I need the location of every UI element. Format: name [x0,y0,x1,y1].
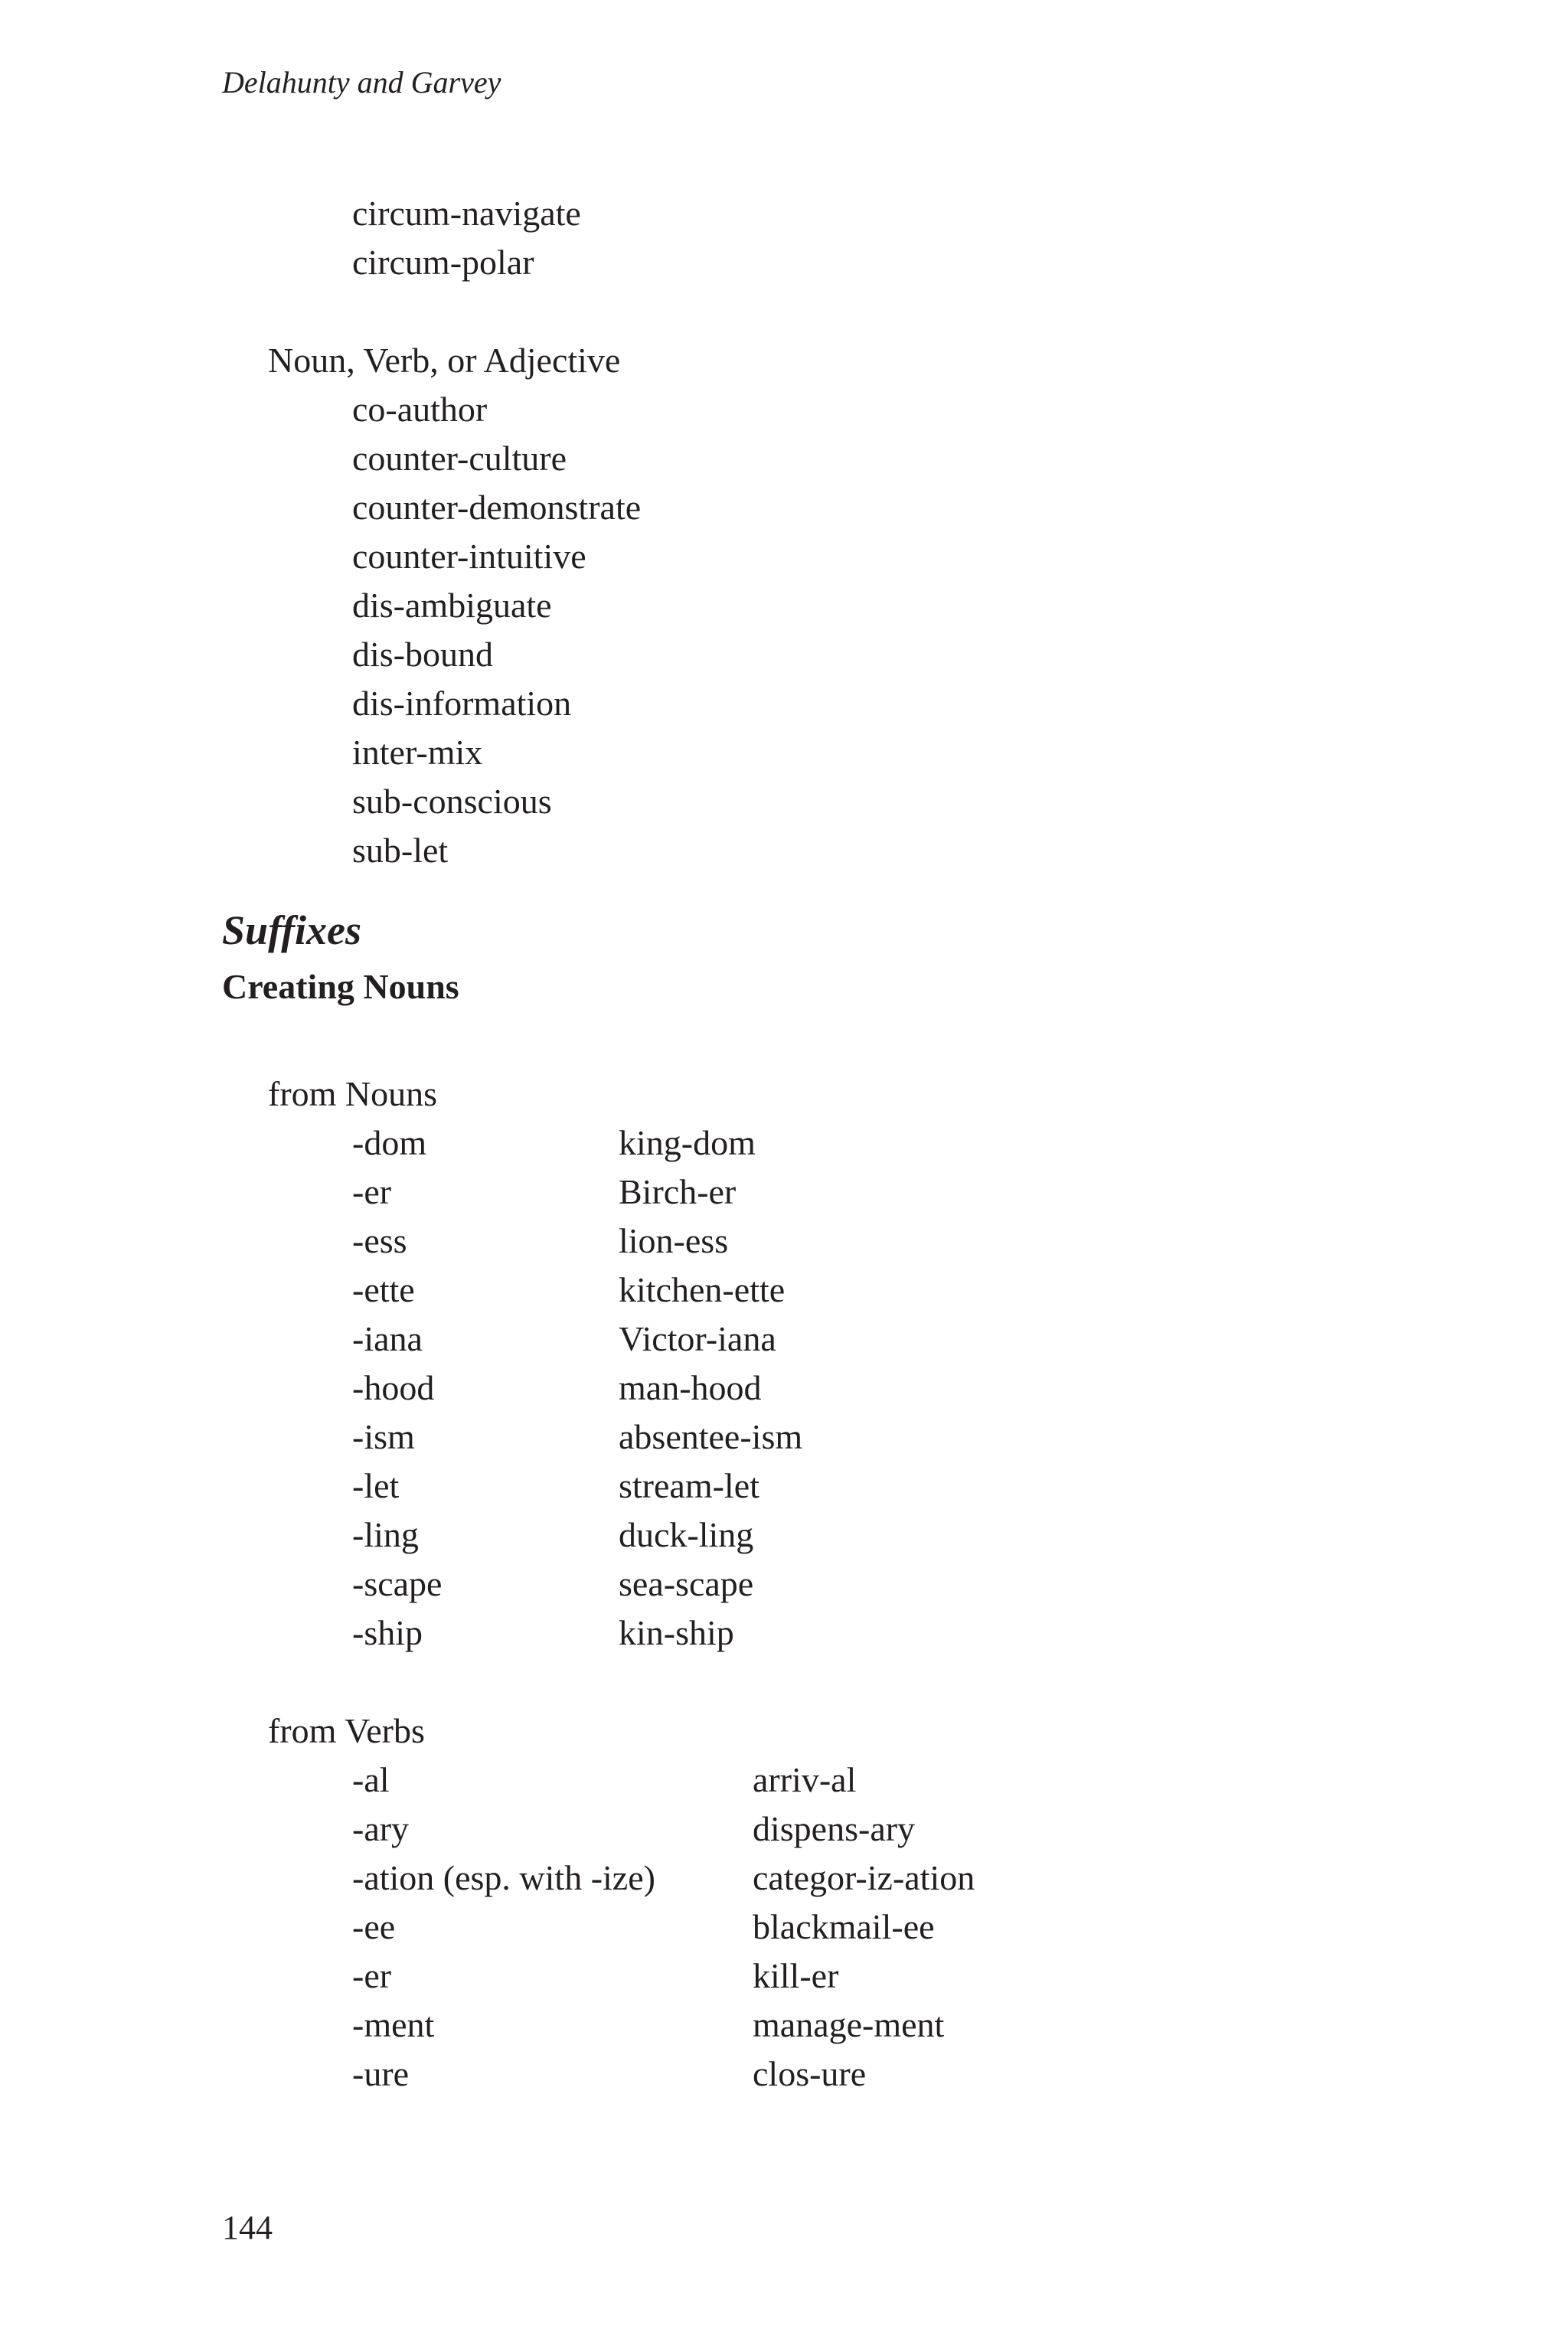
table-row [0,1952,1072,2000]
example-cell: kitchen-ette [619,1270,786,1309]
suffix-cell: -er [352,1172,392,1211]
table-row [0,1756,1072,1804]
table-row [0,1217,1072,1265]
example-cell: Victor-iana [619,1319,776,1358]
list-item: circum-polar [352,243,534,282]
example-cell: categor-iz-ation [753,1858,975,1897]
list-item: sub-let [352,831,449,870]
page-number: 144 [222,2209,273,2246]
section-title-suffixes: Suffixes [222,907,362,953]
example-cell: duck-ling [619,1515,754,1554]
list-item: inter-mix [352,733,483,772]
suffix-cell: -ette [352,1270,415,1309]
example-cell: lion-ess [619,1221,729,1260]
example-cell: arriv-al [753,1760,857,1799]
table-row [0,1854,1072,1902]
suffix-cell: -ment [352,2005,435,2044]
list-item: counter-demonstrate [352,488,642,527]
suffix-cell: -ee [352,1907,396,1946]
table-row [0,1560,1072,1608]
suffix-cell: -ship [352,1613,423,1652]
table-row [0,2001,1072,2049]
subsection-title-creating-nouns: Creating Nouns [222,967,459,1006]
example-cell: manage-ment [753,2005,945,2044]
table-row [0,1413,1072,1461]
list-item: dis-ambiguate [352,586,552,625]
suffix-cell: -ure [352,2054,410,2093]
example-cell: absentee-ism [619,1417,803,1456]
suffix-cell: -ess [352,1221,407,1260]
example-cell: man-hood [619,1368,762,1407]
suffix-cell: -al [352,1760,390,1799]
suffix-cell: -dom [352,1123,427,1162]
suffix-cell: -hood [352,1368,435,1407]
suffix-cell: -er [352,1956,392,1995]
table-row [0,1119,1072,1167]
suffix-cell: -iana [352,1319,423,1358]
table-row [0,1462,1072,1510]
suffix-cell: -ism [352,1417,415,1456]
example-cell: clos-ure [753,2054,867,2093]
category-heading-from-nouns: from Nouns [268,1074,438,1113]
running-head: Delahunty and Garvey [222,65,501,100]
example-cell: blackmail-ee [753,1907,935,1946]
table-row [0,1805,1072,1853]
example-cell: Birch-er [619,1172,737,1211]
suffix-cell: -ary [352,1809,410,1848]
suffix-cell: -let [352,1466,400,1505]
table-row [0,1266,1072,1314]
list-item: sub-conscious [352,782,552,821]
list-item: counter-intuitive [352,537,586,576]
table-row [0,1903,1072,1951]
example-cell: stream-let [619,1466,760,1505]
list-item: dis-information [352,684,572,723]
table-row [0,2050,1072,2098]
table-row [0,1168,1072,1216]
example-cell: dispens-ary [753,1809,916,1848]
suffix-cell: -scape [352,1564,443,1603]
category-heading-nva: Noun, Verb, or Adjective [268,341,621,380]
example-cell: sea-scape [619,1564,754,1603]
list-item: dis-bound [352,635,493,674]
list-item: counter-culture [352,439,567,478]
table-row [0,1364,1072,1412]
table-row [0,1609,1072,1657]
suffix-cell: -ation (esp. with -ize) [352,1858,655,1897]
example-cell: king-dom [619,1123,756,1162]
example-cell: kin-ship [619,1613,734,1652]
example-cell: kill-er [753,1956,839,1995]
list-item: co-author [352,390,488,429]
table-row [0,1315,1072,1363]
category-heading-from-verbs: from Verbs [268,1711,425,1750]
list-item: circum-navigate [352,194,581,233]
suffix-cell: -ling [352,1515,419,1554]
table-row [0,1511,1072,1559]
